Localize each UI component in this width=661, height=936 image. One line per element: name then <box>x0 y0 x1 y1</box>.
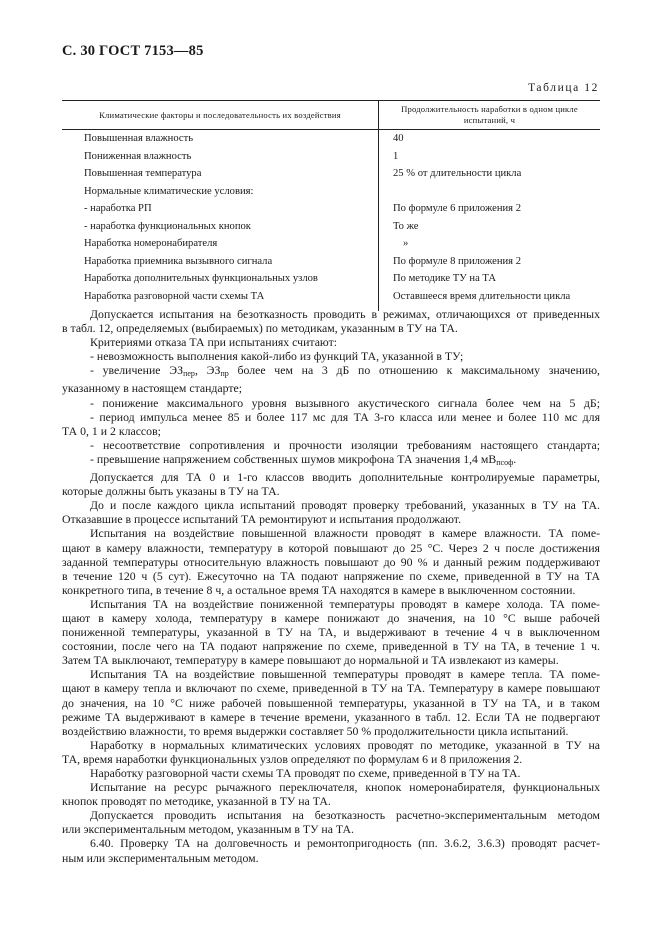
duration-column <box>378 130 600 311</box>
list-item: - несоответствие сопротивления и прочности изоляции требованиям настоящего стандарта; <box>90 437 600 452</box>
table-row-factor: Пониженная влажность <box>84 150 192 162</box>
table-row-duration: Оставшееся время длительности цикла <box>393 290 571 302</box>
table-row-factor: - наработка функциональных кнопок <box>84 220 251 232</box>
list-item: - период импульса менее 85 и более 117 мс для ТА 3-го класса или менее и более 110 мс для ТА 0, 1 и 2 классов; <box>62 409 600 438</box>
paragraph: Допускается испытания на безотказность проводить в режимах, отличающихся от приведенных в табл. 12, определяемых (выбираемых) по методикам, указанным в ТУ на ТА. <box>62 307 600 336</box>
table-row-factor: Повышенная влажность <box>84 133 194 144</box>
table-row-duration: 40 <box>393 133 404 144</box>
paragraph: Испытания на воздействие повышенной влажности проводят в камере влажности. ТА поме- щают в камеру влажности, температуру в которой повышают до 25 °С. Через 2 ч после достижения заданной температуры относительную влажность повышают до 90 % и данный режим поддерживают в течение 120 ч (5 сут). Ежесуточно на ТА подают напряжение по схеме, приведенной в ТУ на ТА конкретного типа, в течение 8 ч, а остальное время ТА находятся в камере в выключенном состоянии. <box>62 526 600 597</box>
table-row-factor: Наработка приемника вызывного сигнала <box>84 255 273 267</box>
paragraph: Наработку в нормальных климатических условиях проводят по методике, указанной в ТУ на ТА, время наработки функциональных узлов определяют по формулам 6 и 8 приложения 2. <box>62 737 600 766</box>
list-item: - невозможность выполнения какой-либо из функций ТА, указанной в ТУ; <box>90 349 464 364</box>
list-item: - понижение максимального уровня вызывного акустического сигнала более чем на 5 дБ; <box>90 395 600 410</box>
table-header <box>62 101 600 129</box>
table-row-duration: » <box>403 238 409 249</box>
factors-column <box>62 130 378 311</box>
header-factors: Климатические факторы и последовательность их воздействия <box>99 109 341 120</box>
climatic-table <box>62 100 600 311</box>
header-duration-line2: испытаний, ч <box>463 115 516 125</box>
paragraph: Испытания ТА на воздействие пониженной температуры проводят в камере холода. ТА поме- щают в камеру холода, температуру в камере понижают до значения, на 10 °С выше рабочей пониженной температуры, указанной в ТУ на ТА, и выдерживают в течение 4 ч в выключенном состоянии, после чего на ТА подают напряжение по схеме, приведенной в ТУ на ТА, в течение 1 ч. Затем ТА выключают, температуру в камере повышают до нормальной и ТА извлекают из камеры. <box>62 596 600 668</box>
paragraph: Допускается для ТА 0 и 1-го классов вводить дополнительные контролируемые параметры, которые должны быть указаны в ТУ на ТА. <box>62 470 600 499</box>
table-row-duration: 1 <box>393 150 399 162</box>
header-duration <box>378 101 600 129</box>
table-caption: Таблица 12 <box>528 82 599 94</box>
body-text <box>62 307 600 865</box>
table-row-duration: 25 % от длительности цикла <box>393 168 522 179</box>
paragraph: Допускается проводить испытания на безотказность расчетно-экспериментальным методом или экспериментальным методом, указанным в ТУ на ТА. <box>62 808 600 837</box>
paragraph: Испытания ТА на воздействие повышенной температуры проводят в камере тепла. ТА поме- щают в камеру тепла и включают по схеме, приведенной в ТУ на ТА. Температуру в камере повышают до значения, на 10 °С ниже рабочей повышенной температуры, указанной в ТУ на ТА, и в таком режиме ТА выдерживают в камере в течение времени, указанного в табл. 12. Если ТА не подвергают воздействию влажности, то время выдержки составляет 50 % продолжительности цикла испытаний. <box>62 667 600 738</box>
table-row-factor: Наработка номеронабирателя <box>84 238 218 249</box>
paragraph: До и после каждого цикла испытаний проводят проверку требований, указанных в ТУ на ТА. Отказавшие в процессе испытаний ТА ремонтируют и испытания продолжают. <box>62 498 600 527</box>
paragraph: Наработку разговорной части схемы ТА проводят по схеме, приведенной в ТУ на ТА. <box>90 766 521 780</box>
table-row-duration: По методике ТУ на ТА <box>393 273 497 284</box>
paragraph: Критериями отказа ТА при испытаниях считают: <box>90 335 338 350</box>
table-row-duration: По формуле 6 приложения 2 <box>393 203 522 214</box>
paragraph: 6.40. Проверку ТА на долговечность и ремонтопригодность (пп. 3.6.2, 3.6.3) проводят расчет- ным или экспериментальным методом. <box>62 836 600 865</box>
page-header: С. 30 ГОСТ 7153—85 <box>62 43 204 59</box>
table-row-duration: По формуле 8 приложения 2 <box>393 255 522 267</box>
list-item: - увеличение $ЭЗ_{пер}$, $ЭЗ_{пр}$ более чем на 3 дБ по отношению к максимальному значению, указанному в настоящем стандарте; <box>62 363 600 396</box>
header-duration-line1: Продолжительность наработки в одном цикле <box>401 104 578 114</box>
table-row-factor: Наработка разговорной части схемы ТА <box>84 290 265 302</box>
table-body <box>62 130 600 311</box>
table-row-duration: То же <box>393 220 419 232</box>
table-row-factor: - наработка РП <box>84 203 152 214</box>
table-row-factor: Наработка дополнительных функциональных узлов <box>84 273 318 284</box>
paragraph: Испытание на ресурс рычажного переключателя, кнопок номеронабирателя, функциональных кнопок проводят по методике, указанной в ТУ на ТА. <box>62 780 600 809</box>
table-row-duration <box>393 183 600 201</box>
list-item: - превышение напряжением собственных шумов микрофона ТА значения 1,4 $мВ_{псоф}$. <box>90 451 517 467</box>
table-row-factor: Повышенная температура <box>84 168 202 179</box>
table-row-factor: Нормальные климатические условия: <box>84 185 254 197</box>
